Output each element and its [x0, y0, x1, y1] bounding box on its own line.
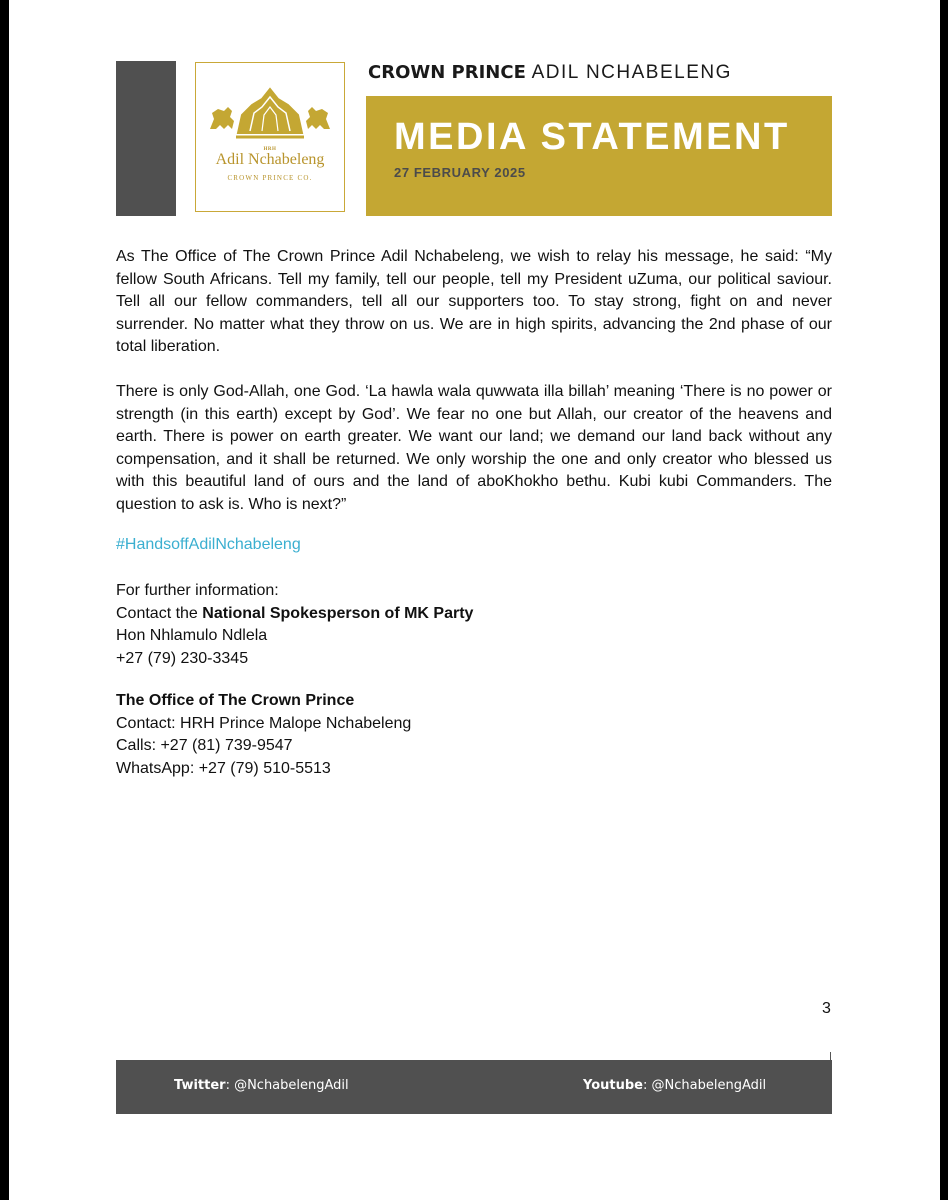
logo-hrh: HRH — [263, 147, 277, 152]
office-title: The Office of The Crown Prince — [116, 692, 355, 709]
spokesperson-phone: +27 (79) 230-3345 — [116, 649, 249, 667]
spokesperson-contact — [116, 580, 473, 670]
prince-title — [368, 62, 732, 84]
youtube-label: Youtube — [583, 1078, 643, 1093]
lion-icon — [306, 107, 330, 129]
footer-bar — [116, 1060, 832, 1114]
office-calls: Calls: +27 (81) 739-9547 — [116, 737, 293, 754]
lion-icon — [210, 107, 234, 129]
hashtag-link[interactable]: #HandsoffAdilNchabeleng — [116, 536, 301, 553]
footer-youtube[interactable] — [583, 1078, 766, 1093]
contact-line — [116, 603, 473, 626]
office-whatsapp: WhatsApp: +27 (79) 510-5513 — [116, 759, 331, 777]
twitter-label: Twitter — [174, 1078, 226, 1093]
logo-name: Adil Nchabeleng — [215, 151, 325, 168]
office-contact — [116, 690, 411, 780]
spokesperson-name: Hon Nhlamulo Ndlela — [116, 627, 268, 644]
footer-divider-tick — [830, 1052, 831, 1060]
prince-title-bold: CROWN PRINCE — [368, 62, 526, 83]
contact-prefix: Contact the — [116, 604, 203, 622]
youtube-handle: : @NchabelengAdil — [643, 1078, 767, 1093]
statement-paragraph-1: As The Office of The Crown Prince Adil Nchabeleng, we wish to relay his message, he said: “My fellow South Africans. Tell my family, tell our people, tell my President uZuma, our political saviour. Tell all our fellow commanders, tell all our supporters too. To stay strong, fight on and never surrender. No matter what they throw on us. We are in high spirits, advancing the 2nd phase of our total liberation. — [116, 248, 832, 355]
footer-twitter[interactable] — [174, 1078, 349, 1093]
crown-icon — [206, 85, 334, 145]
logo-company: CROWN PRINCE CO. — [227, 174, 313, 182]
page-number: 3 — [822, 1000, 831, 1017]
further-info-label: For further information: — [116, 582, 279, 599]
statement-paragraph-2: There is only God-Allah, one God. ‘La hawla wala quwwata illa billah’ meaning ‘There is no power or strength (in this earth) except by God’. We fear no one but Allah, our creator of the heavens and earth. There is power on earth greater. We want our land; we demand our land back without any compensation, and it shall be returned. We only worship the one and only creator who blessed us with this beautiful land of ours and the land of aboKhokho bethu. Kubi kubi Commanders. The question to ask is. Who is next?” — [116, 383, 832, 513]
media-statement-banner — [366, 96, 832, 216]
hashtag-container — [116, 536, 301, 554]
header-side-bar — [116, 61, 176, 216]
prince-title-rest: ADIL NCHABELENG — [531, 62, 732, 83]
banner-date: 27 FEBRUARY 2025 — [394, 165, 526, 180]
statement-body — [116, 246, 832, 516]
office-contact-person: Contact: HRH Prince Malope Nchabeleng — [116, 714, 412, 732]
logo — [195, 62, 345, 212]
banner-title: MEDIA STATEMENT — [394, 116, 790, 158]
twitter-handle: : @NchabelengAdil — [225, 1078, 349, 1093]
contact-role: National Spokesperson of MK Party — [202, 604, 474, 622]
